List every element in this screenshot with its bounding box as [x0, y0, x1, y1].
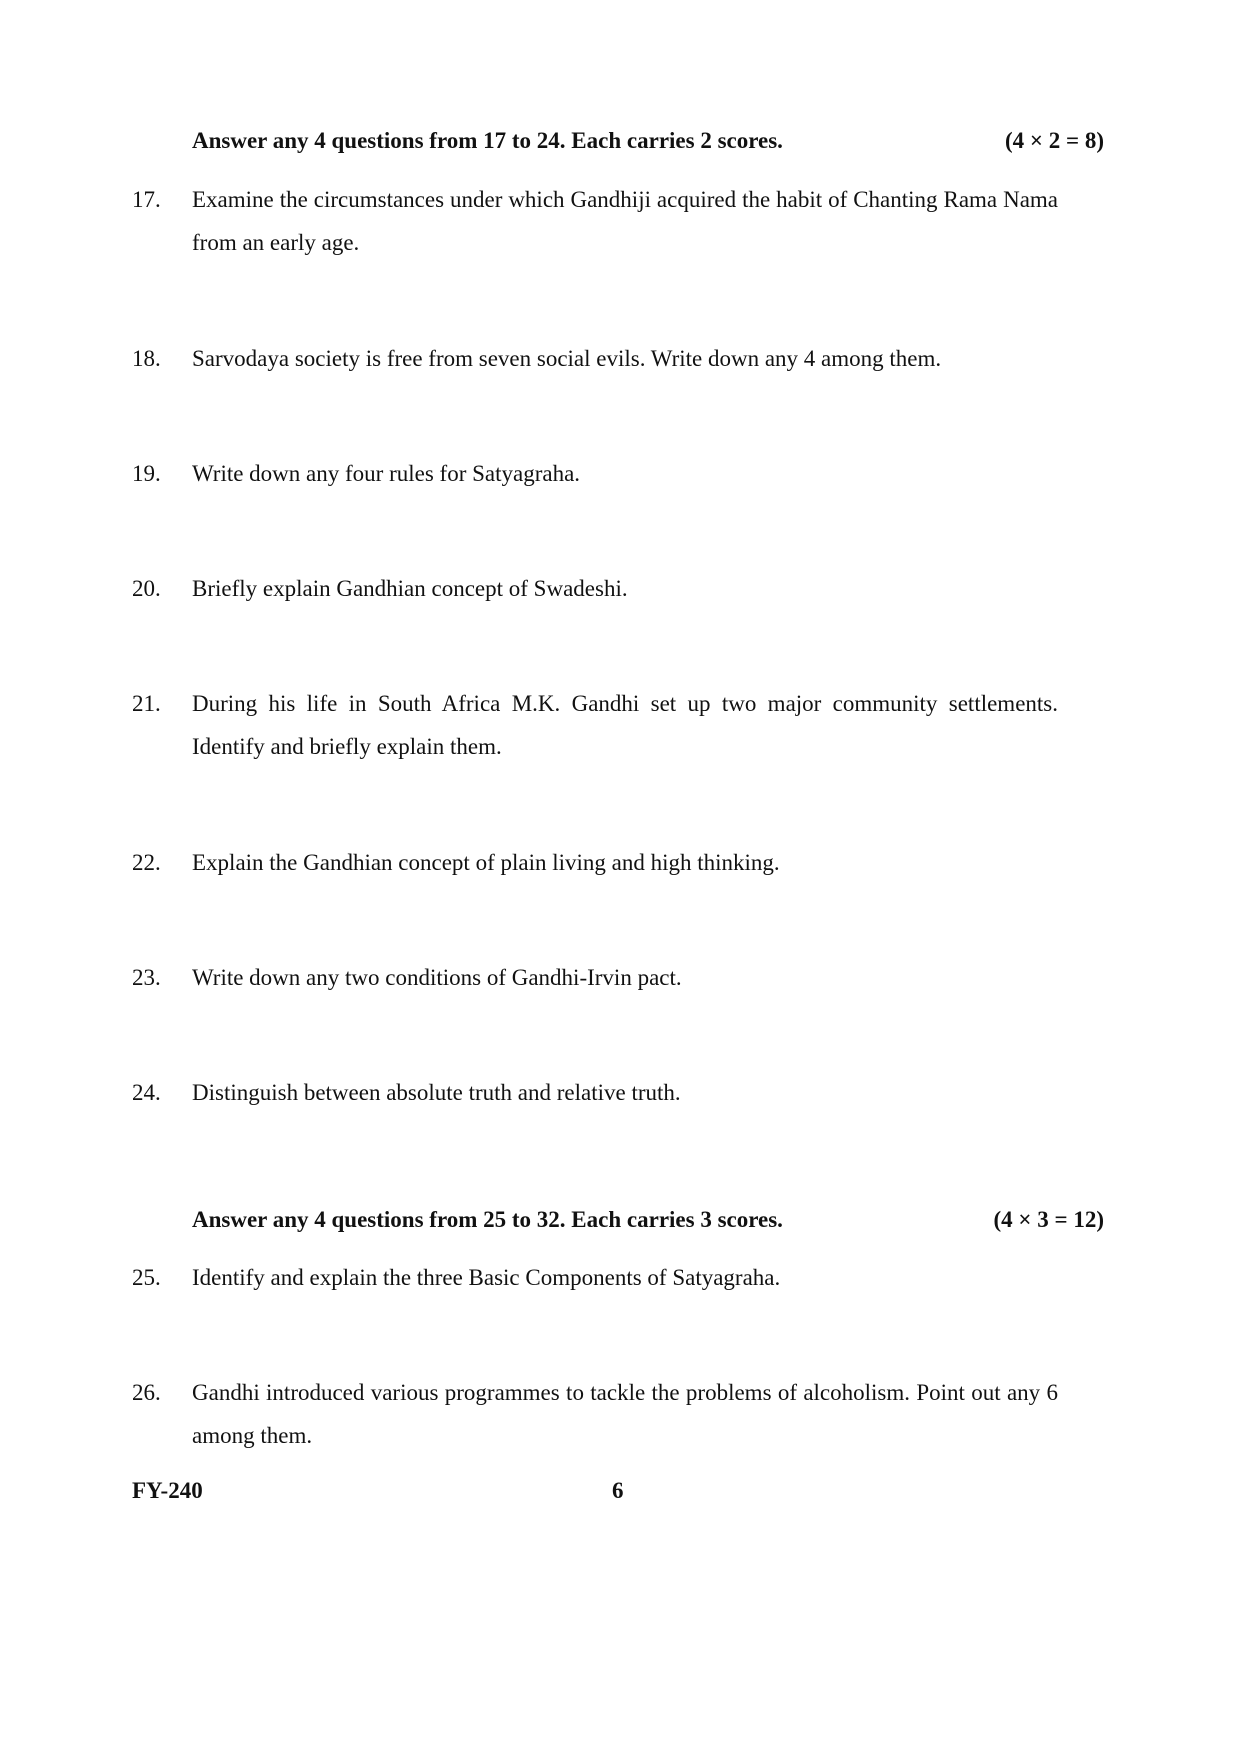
- question-text: Identify and explain the three Basic Components of Satyagraha.: [192, 1265, 781, 1290]
- section-instruction: Answer any 4 questions from 25 to 32. Each carries 3 scores.: [192, 1207, 783, 1232]
- question-number: 18.: [132, 346, 161, 371]
- question-number: 25.: [132, 1265, 161, 1290]
- question-text: Explain the Gandhian concept of plain living and high thinking.: [192, 850, 780, 875]
- question-number: 24.: [132, 1080, 161, 1105]
- question-20: [132, 567, 1058, 610]
- question-text: Sarvodaya society is free from seven social evils. Write down any 4 among them.: [192, 346, 942, 371]
- question-17: [132, 178, 1058, 264]
- question-number: 20.: [132, 576, 161, 601]
- question-text: Examine the circumstances under which Gandhiji acquired the habit of Chanting Rama Nama from an early age.: [192, 187, 1058, 255]
- question-22: [132, 841, 1058, 884]
- question-number: 19.: [132, 461, 161, 486]
- question-24: [132, 1071, 1058, 1114]
- question-number: 21.: [132, 691, 161, 716]
- question-text: During his life in South Africa M.K. Gandhi set up two major community settlements. Identify and briefly explain them.: [192, 691, 1058, 759]
- section-marks: (4 × 2 = 8): [1004, 128, 1104, 153]
- section-marks: (4 × 3 = 12): [993, 1207, 1104, 1232]
- question-text: Write down any two conditions of Gandhi-Irvin pact.: [192, 965, 682, 990]
- question-18: [132, 337, 1058, 380]
- question-text: Briefly explain Gandhian concept of Swadeshi.: [192, 576, 628, 601]
- question-text: Gandhi introduced various programmes to tackle the problems of alcoholism. Point out any 6 among them.: [192, 1380, 1058, 1448]
- question-23: [132, 956, 1058, 999]
- question-text: Distinguish between absolute truth and relative truth.: [192, 1080, 681, 1105]
- section-heading-25-32: [192, 1205, 1104, 1235]
- question-26: [132, 1371, 1058, 1457]
- question-text: Write down any four rules for Satyagraha.: [192, 461, 581, 486]
- paper-code: FY-240: [132, 1478, 203, 1503]
- question-21: [132, 682, 1058, 768]
- question-number: 23.: [132, 965, 161, 990]
- section-heading-17-24: [192, 126, 1104, 156]
- question-19: [132, 452, 1058, 495]
- page-number: 6: [612, 1478, 624, 1503]
- question-number: 22.: [132, 850, 161, 875]
- question-number: 17.: [132, 187, 161, 212]
- question-25: [132, 1256, 1058, 1299]
- section-instruction: Answer any 4 questions from 17 to 24. Each carries 2 scores.: [192, 128, 783, 153]
- question-number: 26.: [132, 1380, 161, 1405]
